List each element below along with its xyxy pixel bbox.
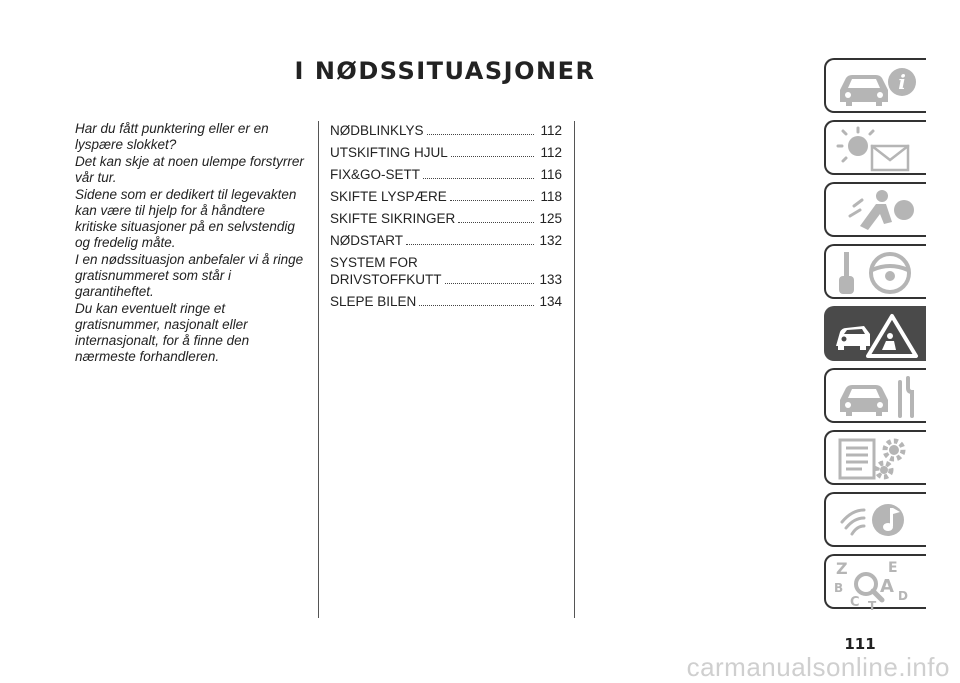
chapter-tab[interactable]	[824, 492, 926, 547]
toc-page: 133	[539, 272, 562, 287]
toc-leader	[450, 200, 534, 201]
chapter-tab[interactable]	[824, 368, 926, 423]
lights-message-icon	[832, 124, 924, 174]
index-letter: B	[834, 581, 844, 595]
index-letter: A	[880, 576, 894, 597]
chapter-tab[interactable]	[824, 182, 926, 237]
toc-label: NØDSTART	[330, 233, 404, 248]
page-title: I NØDSSITUASJONER	[294, 57, 596, 85]
toc-label: SLEPE BILEN	[330, 294, 417, 309]
car-breakdown-warning-icon	[832, 310, 924, 360]
toc-leader	[445, 283, 534, 284]
toc-entry[interactable]	[330, 254, 562, 288]
toc-entry[interactable]	[330, 122, 562, 139]
toc-entry[interactable]	[330, 232, 562, 249]
toc-label: SKIFTE LYSPÆRE	[330, 189, 447, 204]
toc-page: 112	[540, 145, 562, 160]
intro-text	[75, 121, 310, 366]
toc-page: 132	[539, 233, 562, 248]
toc-entry[interactable]	[330, 210, 562, 227]
intro-paragraph: I en nødssituasjon anbefaler vi å ringe gratisnummeret som står i garantiheftet.	[75, 252, 304, 299]
key-steering-wheel-icon	[832, 248, 924, 298]
chapter-tab[interactable]	[824, 430, 926, 485]
toc-leader	[451, 156, 534, 157]
column-divider	[318, 121, 319, 618]
toc-page: 125	[539, 211, 562, 226]
toc-label: FIX&GO-SETT	[330, 167, 421, 182]
car-info-icon	[832, 62, 924, 112]
column-divider	[574, 121, 575, 618]
chapter-tab[interactable]	[824, 244, 926, 299]
chapter-tab-active[interactable]	[824, 306, 926, 361]
index-letter: E	[888, 560, 898, 576]
toc-label: SYSTEM FOR DRIVSTOFFKUTT	[330, 255, 442, 287]
index-letter: Z	[836, 559, 848, 578]
toc-entry[interactable]	[330, 293, 562, 310]
airbag-seat-icon	[832, 186, 924, 236]
chapter-tab[interactable]	[824, 58, 926, 113]
svg-text:i: i	[898, 70, 906, 94]
chapter-tab[interactable]	[824, 554, 926, 609]
toc-leader	[427, 134, 534, 135]
index-letter: T	[868, 599, 877, 610]
page-number: 111	[844, 635, 876, 653]
spec-sheet-gear-icon	[832, 434, 924, 484]
chapter-tab[interactable]	[824, 120, 926, 175]
alphabetical-index-icon	[832, 558, 924, 610]
index-letter: D	[898, 589, 908, 603]
toc-leader	[419, 305, 534, 306]
toc-leader	[423, 178, 534, 179]
intro-paragraph: Har du fått punktering eller er en lyspære slokket?	[75, 121, 269, 152]
toc-entry[interactable]	[330, 166, 562, 183]
intro-paragraph: Sidene som er dedikert til legevakten kan være til hjelp for å håndtere kritiske situasjoner på en selvstendig og fredelig måte.	[75, 187, 297, 250]
toc-leader	[406, 244, 534, 245]
intro-paragraph: Det kan skje at noen ulempe forstyrrer vår tur.	[75, 154, 304, 185]
table-of-contents	[330, 122, 562, 315]
car-tools-icon	[832, 372, 924, 422]
toc-entry[interactable]	[330, 188, 562, 205]
intro-paragraph: Du kan eventuelt ringe et gratisnummer, nasjonalt eller internasjonalt, for å finne den nærmeste forhandleren.	[75, 301, 250, 364]
toc-page: 134	[539, 294, 562, 309]
toc-page: 116	[540, 167, 562, 182]
toc-label: NØDBLINKLYS	[330, 123, 424, 138]
toc-page: 118	[540, 189, 562, 204]
watermark: carmanualsonline.info	[686, 652, 950, 682]
toc-entry[interactable]	[330, 144, 562, 161]
index-letter: C	[850, 595, 860, 610]
toc-label: UTSKIFTING HJUL	[330, 145, 448, 160]
toc-label: SKIFTE SIKRINGER	[330, 211, 456, 226]
toc-leader	[458, 222, 534, 223]
media-music-icon	[832, 496, 924, 546]
toc-page: 112	[540, 123, 562, 138]
